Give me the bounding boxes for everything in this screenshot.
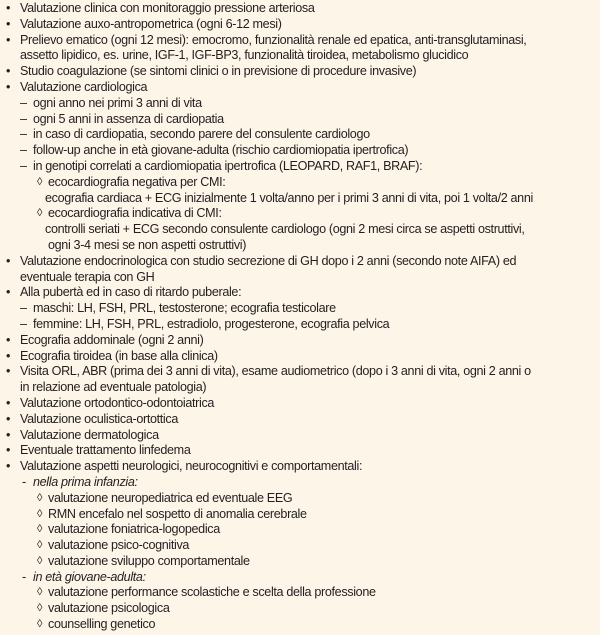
list-item	[0, 285, 600, 301]
dash-marker-icon: –	[20, 95, 27, 110]
list-item	[0, 491, 600, 507]
list-item-text: Ecografia addominale (ogni 2 anni)	[20, 332, 204, 347]
list-item-text: Valutazione ortodontico-odontoiatrica	[20, 395, 215, 410]
dash-marker-icon: –	[20, 316, 27, 331]
bullet-marker-icon: •	[6, 32, 11, 47]
list-item-text: eventuale terapia con GH	[20, 269, 155, 284]
list-item	[0, 475, 600, 491]
list-item-text: Valutazione cardiologica	[20, 79, 148, 94]
list-item	[0, 538, 600, 554]
list-item-text: Valutazione clinica con monitoraggio pressione arteriosa	[20, 1, 315, 15]
bullet-marker-icon: •	[6, 348, 11, 363]
bullet-marker-icon: •	[6, 285, 11, 300]
list-item-continuation	[0, 48, 600, 64]
diamond-marker-icon: ◊	[37, 618, 43, 631]
list-item-text: nella prima infanzia:	[33, 474, 138, 489]
list-item	[0, 522, 600, 538]
list-item-text: controlli seriati + ECG secondo consulente cardiologo (ogni 2 mesi circa se aspetti ostruttivi,	[45, 222, 525, 237]
list-item-text: follow-up anche in età giovane-adulta (rischio cardiomiopatia ipertrofica)	[33, 143, 409, 158]
diamond-marker-icon: ◊	[37, 523, 43, 536]
list-item-text: counselling genetico	[48, 617, 156, 632]
dash-marker-icon: –	[20, 301, 27, 316]
list-item-text: ogni anno nei primi 3 anni di vita	[33, 95, 202, 110]
list-item-text: Eventuale trattamento linfedema	[20, 443, 191, 458]
list-item-text: ogni 5 anni in assenza di cardiopatia	[33, 111, 224, 126]
list-item	[0, 301, 600, 317]
list-item-text: Studio coagulazione (se sintomi clinici o in previsione di procedure invasive)	[20, 64, 417, 79]
diamond-marker-icon: ◊	[37, 491, 43, 504]
diamond-marker-icon: ◊	[37, 539, 43, 552]
bullet-marker-icon: •	[6, 364, 11, 379]
bullet-marker-icon: •	[6, 16, 11, 31]
list-item	[0, 570, 600, 586]
list-item	[0, 206, 600, 222]
diamond-marker-icon: ◊	[37, 602, 43, 615]
diamond-marker-icon: ◊	[37, 554, 43, 567]
list-item	[0, 585, 600, 601]
list-item	[0, 333, 600, 349]
diamond-marker-icon: ◊	[37, 507, 43, 520]
list-item	[0, 428, 600, 444]
list-item	[0, 443, 600, 459]
bullet-marker-icon: •	[6, 411, 11, 426]
bullet-marker-icon: •	[6, 443, 11, 458]
list-item-continuation	[0, 270, 600, 286]
list-item-text: ecocardiografia negativa per CMI:	[48, 174, 226, 189]
bullet-marker-icon: •	[6, 79, 11, 94]
list-item-text: Ecografia tiroidea (in base alla clinica)	[20, 348, 218, 363]
list-item-text: maschi: LH, FSH, PRL, testosterone; ecografia testicolare	[33, 301, 336, 316]
bullet-marker-icon: •	[6, 64, 11, 79]
list-item-continuation	[0, 380, 600, 396]
list-item-text: in caso di cardiopatia, secondo parere del consulente cardiologo	[33, 127, 370, 142]
list-item	[0, 64, 600, 80]
list-item-text: assetto lipidico, es. urine, IGF-1, IGF-BP3, funzionalità tiroidea, metabolismo glucidico	[20, 48, 469, 63]
list-item-text: femmine: LH, FSH, PRL, estradiolo, progesterone, ecografia pelvica	[33, 316, 390, 331]
list-item-text: in relazione ad eventuale patologia)	[20, 380, 207, 395]
list-item	[0, 1, 600, 17]
bullet-marker-icon: •	[6, 459, 11, 474]
list-item-text: Valutazione aspetti neurologici, neurocognitivi e comportamentali:	[20, 459, 363, 474]
diamond-marker-icon: ◊	[37, 586, 43, 599]
dash-marker-icon: –	[20, 127, 27, 142]
list-item-text: ecografia cardiaca + ECG inizialmente 1 volta/anno per i primi 3 anni di vita, poi 1 volta/2 anni	[45, 190, 533, 205]
list-item	[0, 159, 600, 175]
list-item-text: ogni 3-4 mesi se non aspetti ostruttivi)	[48, 237, 247, 252]
list-item-text: Visita ORL, ABR (prima dei 3 anni di vita), esame audiometrico (dopo i 3 anni di vita, ogni 2 anni o	[20, 364, 531, 379]
diamond-marker-icon: ◊	[37, 207, 43, 220]
bullet-marker-icon: •	[6, 253, 11, 268]
list-item	[0, 317, 600, 333]
list-item-text: in genotipi correlati a cardiomiopatia ipertrofica (LEOPARD, RAF1, BRAF):	[33, 158, 423, 173]
list-item-text: valutazione sviluppo comportamentale	[48, 553, 250, 568]
list-item	[0, 349, 600, 365]
list-item-text: valutazione performance scolastiche e scelta della professione	[48, 585, 376, 600]
list-item-continuation	[0, 191, 600, 207]
list-item-text: Prelievo ematico (ogni 12 mesi): emocromo, funzionalità renale ed epatica, anti-transglutaminasi,	[20, 32, 527, 47]
list-item-text: in età giovane-adulta:	[33, 569, 146, 584]
list-item	[0, 617, 600, 633]
list-item-continuation	[0, 222, 600, 238]
list-item-text: valutazione neuropediatrica ed eventuale EEG	[48, 490, 293, 505]
list-item-text: Valutazione auxo-antropometrica (ogni 6-12 mesi)	[20, 16, 282, 31]
list-item-text: Valutazione endocrinologica con studio secrezione di GH dopo i 2 anni (secondo note AIFA) ed	[20, 253, 517, 268]
list-item	[0, 96, 600, 112]
list-item	[0, 80, 600, 96]
list-item	[0, 175, 600, 191]
list-item	[0, 17, 600, 33]
dash-marker-icon: –	[20, 111, 27, 126]
list-item	[0, 459, 600, 475]
list-item	[0, 143, 600, 159]
list-item	[0, 601, 600, 617]
dash-marker-icon: –	[20, 158, 27, 173]
bullet-marker-icon: •	[6, 332, 11, 347]
list-item-continuation	[0, 238, 600, 254]
bullet-marker-icon: •	[6, 427, 11, 442]
list-item	[0, 364, 600, 380]
list-item	[0, 33, 600, 49]
bullet-marker-icon: •	[6, 395, 11, 410]
list-item-text: valutazione psicologica	[48, 601, 170, 616]
list-item-text: Valutazione dermatologica	[20, 427, 159, 442]
list-item	[0, 507, 600, 523]
list-item-text: valutazione foniatrica-logopedica	[48, 522, 220, 537]
hyphen-marker-icon: -	[22, 569, 26, 584]
list-item	[0, 396, 600, 412]
list-item	[0, 412, 600, 428]
list-item-text: ecocardiografia indicativa di CMI:	[48, 206, 222, 221]
list-item-text: valutazione psico-cognitiva	[48, 538, 190, 553]
list-item	[0, 112, 600, 128]
list-item-text: Valutazione oculistica-ortottica	[20, 411, 178, 426]
bullet-marker-icon: •	[6, 1, 11, 15]
list-item	[0, 127, 600, 143]
diamond-marker-icon: ◊	[37, 175, 43, 188]
list-item	[0, 254, 600, 270]
list-item-text: Alla pubertà ed in caso di ritardo puberale:	[20, 285, 242, 300]
hyphen-marker-icon: -	[22, 474, 26, 489]
dash-marker-icon: –	[20, 143, 27, 158]
list-item-text: RMN encefalo nel sospetto di anomalia cerebrale	[48, 506, 307, 521]
list-item	[0, 554, 600, 570]
